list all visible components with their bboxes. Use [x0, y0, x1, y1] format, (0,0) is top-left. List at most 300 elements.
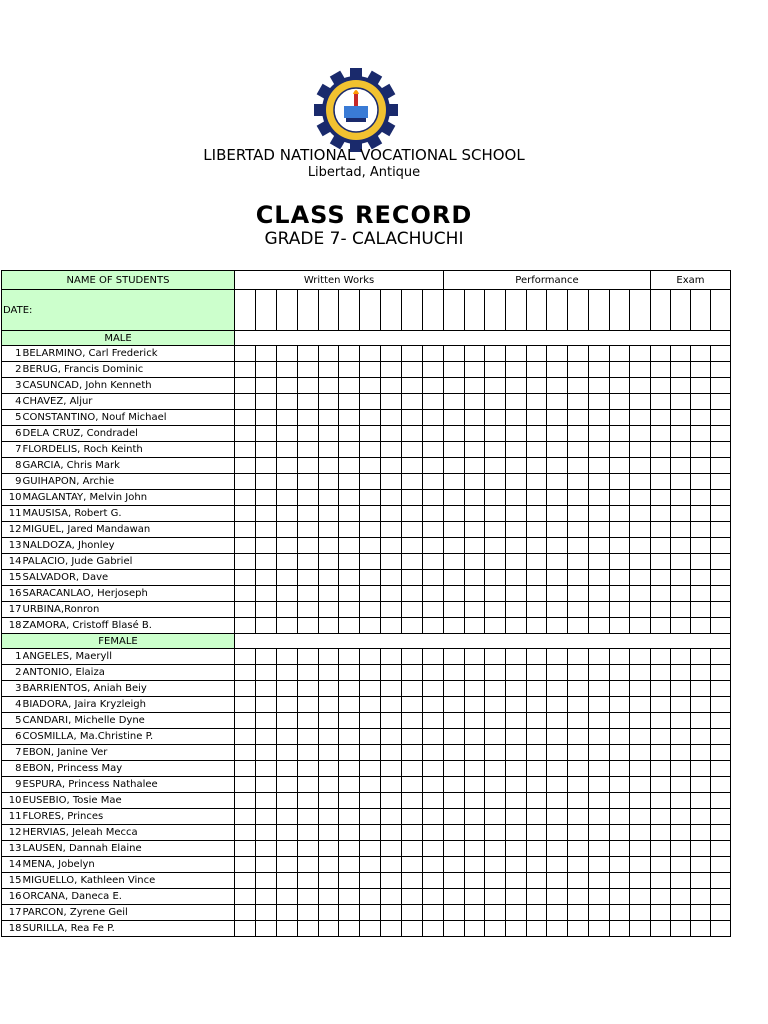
grade-cell[interactable] [255, 458, 276, 474]
grade-cell[interactable] [360, 873, 381, 889]
grade-cell[interactable] [381, 394, 402, 410]
grade-cell[interactable] [255, 506, 276, 522]
date-cell[interactable] [381, 290, 402, 331]
grade-cell[interactable] [444, 458, 465, 474]
grade-cell[interactable] [588, 602, 609, 618]
grade-cell[interactable] [485, 538, 506, 554]
grade-cell[interactable] [255, 474, 276, 490]
grade-cell[interactable] [710, 618, 730, 634]
grade-cell[interactable] [547, 649, 568, 665]
grade-cell[interactable] [318, 729, 339, 745]
grade-cell[interactable] [609, 649, 630, 665]
grade-cell[interactable] [444, 857, 465, 873]
grade-cell[interactable] [423, 745, 444, 761]
grade-cell[interactable] [526, 586, 547, 602]
grade-cell[interactable] [381, 745, 402, 761]
grade-cell[interactable] [423, 362, 444, 378]
grade-cell[interactable] [402, 618, 423, 634]
grade-cell[interactable] [402, 538, 423, 554]
grade-cell[interactable] [318, 745, 339, 761]
grade-cell[interactable] [235, 745, 256, 761]
grade-cell[interactable] [381, 825, 402, 841]
grade-cell[interactable] [609, 554, 630, 570]
grade-cell[interactable] [297, 777, 318, 793]
grade-cell[interactable] [402, 394, 423, 410]
grade-cell[interactable] [276, 777, 297, 793]
grade-cell[interactable] [609, 761, 630, 777]
date-cell[interactable] [423, 290, 444, 331]
grade-cell[interactable] [630, 873, 651, 889]
grade-cell[interactable] [381, 506, 402, 522]
grade-cell[interactable] [381, 713, 402, 729]
grade-cell[interactable] [588, 490, 609, 506]
grade-cell[interactable] [297, 681, 318, 697]
grade-cell[interactable] [339, 442, 360, 458]
grade-cell[interactable] [526, 857, 547, 873]
grade-cell[interactable] [318, 697, 339, 713]
grade-cell[interactable] [381, 474, 402, 490]
grade-cell[interactable] [547, 602, 568, 618]
grade-cell[interactable] [402, 825, 423, 841]
grade-cell[interactable] [609, 873, 630, 889]
date-cell[interactable] [255, 290, 276, 331]
grade-cell[interactable] [650, 426, 670, 442]
grade-cell[interactable] [276, 554, 297, 570]
grade-cell[interactable] [318, 713, 339, 729]
grade-cell[interactable] [670, 538, 690, 554]
grade-cell[interactable] [547, 825, 568, 841]
grade-cell[interactable] [485, 506, 506, 522]
grade-cell[interactable] [547, 586, 568, 602]
grade-cell[interactable] [670, 346, 690, 362]
grade-cell[interactable] [485, 697, 506, 713]
grade-cell[interactable] [690, 362, 710, 378]
grade-cell[interactable] [485, 809, 506, 825]
grade-cell[interactable] [444, 841, 465, 857]
grade-cell[interactable] [339, 570, 360, 586]
grade-cell[interactable] [630, 905, 651, 921]
grade-cell[interactable] [690, 490, 710, 506]
grade-cell[interactable] [318, 522, 339, 538]
grade-cell[interactable] [276, 602, 297, 618]
grade-cell[interactable] [690, 554, 710, 570]
grade-cell[interactable] [444, 394, 465, 410]
grade-cell[interactable] [423, 793, 444, 809]
grade-cell[interactable] [318, 442, 339, 458]
grade-cell[interactable] [609, 697, 630, 713]
grade-cell[interactable] [650, 362, 670, 378]
grade-cell[interactable] [568, 713, 589, 729]
grade-cell[interactable] [670, 777, 690, 793]
grade-cell[interactable] [235, 713, 256, 729]
grade-cell[interactable] [670, 697, 690, 713]
date-cell[interactable] [506, 290, 527, 331]
grade-cell[interactable] [464, 506, 485, 522]
grade-cell[interactable] [588, 665, 609, 681]
grade-cell[interactable] [360, 570, 381, 586]
grade-cell[interactable] [444, 697, 465, 713]
grade-cell[interactable] [297, 841, 318, 857]
grade-cell[interactable] [609, 474, 630, 490]
grade-cell[interactable] [670, 378, 690, 394]
grade-cell[interactable] [297, 825, 318, 841]
grade-cell[interactable] [402, 490, 423, 506]
grade-cell[interactable] [690, 889, 710, 905]
grade-cell[interactable] [650, 554, 670, 570]
grade-cell[interactable] [526, 346, 547, 362]
grade-cell[interactable] [609, 745, 630, 761]
grade-cell[interactable] [547, 921, 568, 937]
grade-cell[interactable] [485, 570, 506, 586]
grade-cell[interactable] [690, 697, 710, 713]
grade-cell[interactable] [588, 538, 609, 554]
grade-cell[interactable] [464, 761, 485, 777]
grade-cell[interactable] [360, 522, 381, 538]
grade-cell[interactable] [710, 809, 730, 825]
grade-cell[interactable] [609, 681, 630, 697]
grade-cell[interactable] [547, 873, 568, 889]
grade-cell[interactable] [318, 841, 339, 857]
grade-cell[interactable] [402, 729, 423, 745]
grade-cell[interactable] [360, 362, 381, 378]
grade-cell[interactable] [650, 889, 670, 905]
grade-cell[interactable] [547, 618, 568, 634]
grade-cell[interactable] [588, 777, 609, 793]
grade-cell[interactable] [547, 745, 568, 761]
grade-cell[interactable] [464, 538, 485, 554]
grade-cell[interactable] [381, 665, 402, 681]
grade-cell[interactable] [464, 522, 485, 538]
grade-cell[interactable] [255, 777, 276, 793]
grade-cell[interactable] [650, 825, 670, 841]
grade-cell[interactable] [464, 793, 485, 809]
grade-cell[interactable] [360, 889, 381, 905]
grade-cell[interactable] [339, 809, 360, 825]
grade-cell[interactable] [381, 346, 402, 362]
grade-cell[interactable] [690, 442, 710, 458]
grade-cell[interactable] [402, 665, 423, 681]
grade-cell[interactable] [609, 442, 630, 458]
grade-cell[interactable] [650, 346, 670, 362]
grade-cell[interactable] [360, 729, 381, 745]
grade-cell[interactable] [650, 442, 670, 458]
grade-cell[interactable] [588, 793, 609, 809]
grade-cell[interactable] [568, 490, 589, 506]
grade-cell[interactable] [381, 777, 402, 793]
grade-cell[interactable] [297, 873, 318, 889]
grade-cell[interactable] [444, 777, 465, 793]
date-cell[interactable] [526, 290, 547, 331]
grade-cell[interactable] [297, 490, 318, 506]
grade-cell[interactable] [526, 554, 547, 570]
grade-cell[interactable] [402, 554, 423, 570]
grade-cell[interactable] [485, 777, 506, 793]
grade-cell[interactable] [318, 777, 339, 793]
grade-cell[interactable] [710, 697, 730, 713]
grade-cell[interactable] [360, 745, 381, 761]
grade-cell[interactable] [360, 586, 381, 602]
grade-cell[interactable] [464, 458, 485, 474]
grade-cell[interactable] [650, 809, 670, 825]
grade-cell[interactable] [444, 665, 465, 681]
grade-cell[interactable] [464, 873, 485, 889]
grade-cell[interactable] [690, 426, 710, 442]
grade-cell[interactable] [339, 410, 360, 426]
grade-cell[interactable] [381, 458, 402, 474]
grade-cell[interactable] [464, 825, 485, 841]
grade-cell[interactable] [423, 857, 444, 873]
grade-cell[interactable] [630, 522, 651, 538]
grade-cell[interactable] [402, 697, 423, 713]
grade-cell[interactable] [423, 426, 444, 442]
grade-cell[interactable] [402, 442, 423, 458]
grade-cell[interactable] [485, 841, 506, 857]
grade-cell[interactable] [568, 745, 589, 761]
grade-cell[interactable] [690, 618, 710, 634]
grade-cell[interactable] [235, 905, 256, 921]
grade-cell[interactable] [526, 426, 547, 442]
grade-cell[interactable] [568, 410, 589, 426]
grade-cell[interactable] [255, 873, 276, 889]
grade-cell[interactable] [588, 410, 609, 426]
grade-cell[interactable] [547, 697, 568, 713]
grade-cell[interactable] [506, 618, 527, 634]
grade-cell[interactable] [650, 777, 670, 793]
grade-cell[interactable] [464, 713, 485, 729]
grade-cell[interactable] [276, 426, 297, 442]
grade-cell[interactable] [360, 841, 381, 857]
grade-cell[interactable] [710, 346, 730, 362]
grade-cell[interactable] [526, 905, 547, 921]
grade-cell[interactable] [650, 745, 670, 761]
grade-cell[interactable] [630, 761, 651, 777]
grade-cell[interactable] [526, 841, 547, 857]
grade-cell[interactable] [318, 905, 339, 921]
grade-cell[interactable] [297, 442, 318, 458]
grade-cell[interactable] [235, 570, 256, 586]
grade-cell[interactable] [464, 905, 485, 921]
grade-cell[interactable] [276, 697, 297, 713]
grade-cell[interactable] [255, 681, 276, 697]
grade-cell[interactable] [588, 921, 609, 937]
grade-cell[interactable] [588, 474, 609, 490]
grade-cell[interactable] [506, 889, 527, 905]
grade-cell[interactable] [381, 442, 402, 458]
grade-cell[interactable] [464, 841, 485, 857]
grade-cell[interactable] [568, 506, 589, 522]
grade-cell[interactable] [235, 346, 256, 362]
grade-cell[interactable] [547, 857, 568, 873]
grade-cell[interactable] [630, 809, 651, 825]
grade-cell[interactable] [485, 825, 506, 841]
grade-cell[interactable] [444, 474, 465, 490]
grade-cell[interactable] [318, 474, 339, 490]
grade-cell[interactable] [423, 681, 444, 697]
grade-cell[interactable] [526, 793, 547, 809]
grade-cell[interactable] [547, 570, 568, 586]
grade-cell[interactable] [423, 522, 444, 538]
grade-cell[interactable] [318, 410, 339, 426]
grade-cell[interactable] [690, 777, 710, 793]
grade-cell[interactable] [402, 761, 423, 777]
grade-cell[interactable] [547, 809, 568, 825]
grade-cell[interactable] [710, 873, 730, 889]
grade-cell[interactable] [297, 458, 318, 474]
grade-cell[interactable] [255, 442, 276, 458]
grade-cell[interactable] [297, 346, 318, 362]
grade-cell[interactable] [423, 346, 444, 362]
grade-cell[interactable] [547, 681, 568, 697]
grade-cell[interactable] [276, 522, 297, 538]
date-cell[interactable] [568, 290, 589, 331]
grade-cell[interactable] [670, 586, 690, 602]
grade-cell[interactable] [444, 410, 465, 426]
grade-cell[interactable] [464, 394, 485, 410]
grade-cell[interactable] [423, 665, 444, 681]
grade-cell[interactable] [235, 426, 256, 442]
grade-cell[interactable] [360, 410, 381, 426]
grade-cell[interactable] [690, 793, 710, 809]
grade-cell[interactable] [710, 426, 730, 442]
grade-cell[interactable] [609, 410, 630, 426]
grade-cell[interactable] [710, 490, 730, 506]
grade-cell[interactable] [526, 665, 547, 681]
grade-cell[interactable] [381, 857, 402, 873]
grade-cell[interactable] [360, 921, 381, 937]
grade-cell[interactable] [650, 697, 670, 713]
grade-cell[interactable] [588, 362, 609, 378]
grade-cell[interactable] [630, 697, 651, 713]
grade-cell[interactable] [276, 905, 297, 921]
grade-cell[interactable] [568, 394, 589, 410]
grade-cell[interactable] [255, 378, 276, 394]
grade-cell[interactable] [547, 442, 568, 458]
grade-cell[interactable] [526, 506, 547, 522]
grade-cell[interactable] [526, 697, 547, 713]
grade-cell[interactable] [568, 649, 589, 665]
grade-cell[interactable] [710, 713, 730, 729]
grade-cell[interactable] [444, 681, 465, 697]
grade-cell[interactable] [360, 825, 381, 841]
grade-cell[interactable] [650, 793, 670, 809]
grade-cell[interactable] [670, 857, 690, 873]
grade-cell[interactable] [402, 649, 423, 665]
grade-cell[interactable] [464, 857, 485, 873]
date-cell[interactable] [588, 290, 609, 331]
grade-cell[interactable] [276, 394, 297, 410]
grade-cell[interactable] [690, 681, 710, 697]
grade-cell[interactable] [339, 586, 360, 602]
grade-cell[interactable] [630, 426, 651, 442]
grade-cell[interactable] [402, 602, 423, 618]
grade-cell[interactable] [402, 841, 423, 857]
grade-cell[interactable] [526, 809, 547, 825]
grade-cell[interactable] [381, 921, 402, 937]
grade-cell[interactable] [423, 378, 444, 394]
grade-cell[interactable] [402, 506, 423, 522]
grade-cell[interactable] [423, 394, 444, 410]
grade-cell[interactable] [444, 825, 465, 841]
grade-cell[interactable] [402, 809, 423, 825]
grade-cell[interactable] [690, 394, 710, 410]
grade-cell[interactable] [485, 681, 506, 697]
grade-cell[interactable] [297, 665, 318, 681]
grade-cell[interactable] [464, 777, 485, 793]
grade-cell[interactable] [255, 554, 276, 570]
grade-cell[interactable] [710, 538, 730, 554]
grade-cell[interactable] [255, 857, 276, 873]
grade-cell[interactable] [318, 570, 339, 586]
grade-cell[interactable] [547, 490, 568, 506]
grade-cell[interactable] [568, 474, 589, 490]
grade-cell[interactable] [485, 394, 506, 410]
grade-cell[interactable] [650, 665, 670, 681]
grade-cell[interactable] [339, 921, 360, 937]
grade-cell[interactable] [526, 394, 547, 410]
grade-cell[interactable] [526, 362, 547, 378]
grade-cell[interactable] [402, 458, 423, 474]
grade-cell[interactable] [381, 873, 402, 889]
grade-cell[interactable] [297, 857, 318, 873]
grade-cell[interactable] [381, 905, 402, 921]
grade-cell[interactable] [276, 570, 297, 586]
grade-cell[interactable] [630, 602, 651, 618]
grade-cell[interactable] [402, 873, 423, 889]
grade-cell[interactable] [297, 729, 318, 745]
grade-cell[interactable] [360, 378, 381, 394]
grade-cell[interactable] [381, 586, 402, 602]
grade-cell[interactable] [568, 681, 589, 697]
grade-cell[interactable] [526, 538, 547, 554]
grade-cell[interactable] [609, 713, 630, 729]
grade-cell[interactable] [297, 394, 318, 410]
grade-cell[interactable] [609, 857, 630, 873]
grade-cell[interactable] [630, 586, 651, 602]
grade-cell[interactable] [630, 649, 651, 665]
grade-cell[interactable] [444, 602, 465, 618]
grade-cell[interactable] [547, 841, 568, 857]
grade-cell[interactable] [464, 729, 485, 745]
grade-cell[interactable] [339, 649, 360, 665]
grade-cell[interactable] [670, 410, 690, 426]
grade-cell[interactable] [485, 873, 506, 889]
grade-cell[interactable] [381, 522, 402, 538]
grade-cell[interactable] [381, 426, 402, 442]
grade-cell[interactable] [423, 618, 444, 634]
date-cell[interactable] [650, 290, 670, 331]
grade-cell[interactable] [402, 793, 423, 809]
grade-cell[interactable] [526, 681, 547, 697]
grade-cell[interactable] [255, 362, 276, 378]
grade-cell[interactable] [630, 745, 651, 761]
grade-cell[interactable] [547, 394, 568, 410]
grade-cell[interactable] [650, 713, 670, 729]
grade-cell[interactable] [276, 841, 297, 857]
grade-cell[interactable] [402, 889, 423, 905]
grade-cell[interactable] [568, 697, 589, 713]
grade-cell[interactable] [276, 857, 297, 873]
grade-cell[interactable] [339, 346, 360, 362]
grade-cell[interactable] [381, 761, 402, 777]
date-cell[interactable] [690, 290, 710, 331]
grade-cell[interactable] [650, 873, 670, 889]
grade-cell[interactable] [276, 745, 297, 761]
grade-cell[interactable] [235, 394, 256, 410]
grade-cell[interactable] [690, 522, 710, 538]
grade-cell[interactable] [526, 618, 547, 634]
grade-cell[interactable] [690, 649, 710, 665]
grade-cell[interactable] [690, 346, 710, 362]
